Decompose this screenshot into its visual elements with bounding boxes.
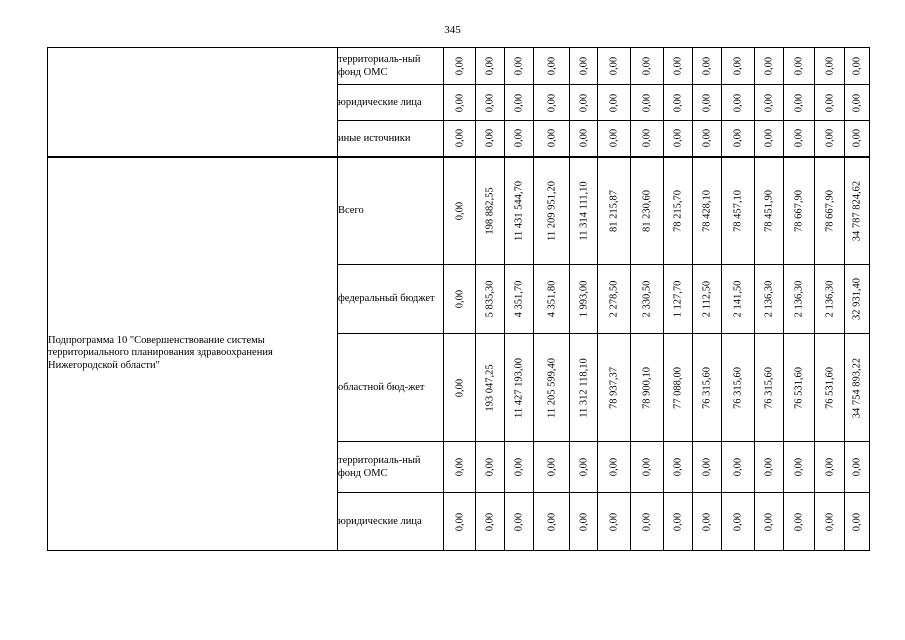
value-cell [664, 85, 693, 121]
value-cell [845, 442, 870, 493]
value-cell [784, 48, 815, 85]
value-cell [845, 121, 870, 157]
value-cell [570, 48, 598, 85]
value-cell [755, 265, 784, 334]
value-text: 0,00 [793, 512, 805, 531]
value-text: 76 531,60 [793, 366, 805, 409]
value-cell [570, 85, 598, 121]
budget-table [47, 47, 870, 551]
value-text: 32 931,40 [851, 278, 863, 320]
value-text: 76 315,60 [763, 366, 775, 409]
value-cell [534, 265, 570, 334]
value-text: 0,00 [546, 129, 557, 148]
value-text: 0,00 [454, 289, 465, 309]
value-cell [534, 442, 570, 493]
value-text: 0,00 [793, 129, 805, 148]
value-text: 0,00 [513, 512, 525, 531]
value-cell [693, 442, 722, 493]
value-text: 77 088,00 [672, 366, 684, 409]
value-cell [693, 121, 722, 157]
value-cell [664, 493, 693, 551]
value-text: 0,00 [641, 512, 653, 531]
value-text: 78 667,90 [793, 189, 805, 232]
value-cell [693, 48, 722, 85]
value-cell [444, 334, 476, 442]
value-text: 2 141,50 [732, 280, 744, 318]
funding-source-cell: областной бюд-жет [338, 334, 444, 442]
value-cell [631, 493, 664, 551]
value-text: 0,00 [454, 129, 465, 148]
value-text: 0,00 [763, 93, 775, 112]
value-cell [815, 85, 845, 121]
value-cell [444, 121, 476, 157]
value-cell [505, 442, 534, 493]
value-text: 34 754 893,22 [851, 357, 863, 418]
value-text: 0,00 [732, 512, 744, 531]
value-cell [505, 334, 534, 442]
value-cell [815, 157, 845, 265]
value-cell [784, 493, 815, 551]
value-cell [664, 121, 693, 157]
value-cell [570, 121, 598, 157]
value-text: 0,00 [454, 378, 465, 397]
value-text: 78 428,10 [701, 189, 713, 232]
value-cell [598, 157, 631, 265]
value-cell [722, 121, 755, 157]
program-name-cell: Подпрограмма 10 "Совершенствование системы территориального планирования здравоохранения Нижегородской области" [48, 157, 338, 551]
value-cell [815, 121, 845, 157]
value-cell [815, 334, 845, 442]
value-text: 198 882,55 [484, 187, 496, 235]
value-text: 0,00 [793, 457, 805, 477]
value-text: 81 230,60 [641, 189, 653, 232]
value-text: 0,00 [824, 512, 835, 531]
value-cell [476, 265, 505, 334]
value-text: 0,00 [484, 457, 496, 477]
value-cell [755, 442, 784, 493]
value-text: 2 136,30 [763, 280, 775, 318]
value-text: 11 205 599,40 [546, 357, 557, 418]
value-text: 0,00 [701, 512, 713, 531]
value-text: 0,00 [513, 93, 525, 112]
value-cell [664, 265, 693, 334]
value-cell [444, 48, 476, 85]
table-row [48, 48, 870, 85]
value-cell [784, 442, 815, 493]
value-text: 0,00 [763, 129, 775, 148]
value-text: 0,00 [608, 129, 620, 148]
value-text: 76 315,60 [701, 366, 713, 409]
value-cell [444, 157, 476, 265]
value-cell [722, 493, 755, 551]
value-cell [693, 334, 722, 442]
value-text: 0,00 [732, 129, 744, 148]
value-text: 0,00 [793, 93, 805, 112]
value-text: 0,00 [454, 457, 465, 477]
value-text: 5 835,30 [484, 280, 496, 318]
value-cell [722, 157, 755, 265]
value-cell [570, 157, 598, 265]
value-text: 0,00 [672, 56, 684, 76]
value-cell [631, 157, 664, 265]
value-text: 0,00 [824, 93, 835, 112]
table-body [48, 48, 870, 551]
value-text: 0,00 [641, 457, 653, 477]
value-cell [845, 157, 870, 265]
value-text: 0,00 [513, 129, 525, 148]
value-cell [755, 85, 784, 121]
value-text: 0,00 [824, 129, 835, 148]
value-text: 0,00 [484, 93, 496, 112]
value-cell [534, 48, 570, 85]
value-cell [534, 493, 570, 551]
value-cell [444, 493, 476, 551]
value-text: 0,00 [851, 93, 863, 112]
value-text: 0,00 [608, 56, 620, 76]
program-cell-empty [48, 48, 338, 157]
value-text: 78 937,37 [608, 366, 620, 409]
value-text: 0,00 [672, 129, 684, 148]
value-text: 0,00 [578, 512, 589, 531]
value-cell [598, 493, 631, 551]
funding-source-cell: Всего [338, 157, 444, 265]
value-text: 0,00 [513, 457, 525, 477]
value-text: 0,00 [851, 129, 863, 148]
value-text: 78 457,10 [732, 189, 744, 232]
value-cell [784, 334, 815, 442]
value-cell [722, 48, 755, 85]
value-cell [534, 121, 570, 157]
value-cell [598, 121, 631, 157]
value-text: 0,00 [851, 512, 863, 531]
value-text: 0,00 [484, 129, 496, 148]
value-cell [598, 265, 631, 334]
value-cell [784, 157, 815, 265]
value-text: 11 431 544,70 [513, 180, 525, 241]
value-cell [815, 265, 845, 334]
value-text: 0,00 [513, 56, 525, 76]
value-text: 78 667,90 [824, 189, 835, 232]
value-text: 0,00 [672, 457, 684, 477]
value-text: 0,00 [546, 512, 557, 531]
value-text: 0,00 [672, 93, 684, 112]
value-text: 11 209 951,20 [546, 180, 557, 241]
value-text: 0,00 [701, 457, 713, 477]
value-text: 78 215,70 [672, 189, 684, 232]
value-text: 0,00 [454, 201, 465, 220]
value-text: 0,00 [578, 93, 589, 112]
value-text: 0,00 [793, 56, 805, 76]
value-text: 0,00 [546, 56, 557, 76]
value-cell [476, 334, 505, 442]
value-text: 4 351,80 [546, 280, 557, 318]
value-cell [631, 48, 664, 85]
value-text: 2 136,30 [793, 280, 805, 318]
value-text: 0,00 [763, 457, 775, 477]
value-cell [631, 442, 664, 493]
value-cell [476, 157, 505, 265]
value-cell [755, 334, 784, 442]
value-cell [722, 334, 755, 442]
value-cell [444, 85, 476, 121]
value-cell [631, 121, 664, 157]
value-cell [784, 265, 815, 334]
value-text: 0,00 [578, 129, 589, 148]
value-cell [570, 442, 598, 493]
value-cell [693, 85, 722, 121]
value-text: 11 312 118,10 [578, 357, 589, 418]
value-cell [664, 48, 693, 85]
value-cell [722, 442, 755, 493]
value-cell [815, 442, 845, 493]
value-text: 0,00 [454, 512, 465, 531]
value-text: 0,00 [641, 56, 653, 76]
value-text: 0,00 [608, 512, 620, 531]
value-text: 193 047,25 [484, 363, 496, 412]
value-cell [845, 85, 870, 121]
value-cell [815, 493, 845, 551]
value-text: 4 351,70 [513, 280, 525, 318]
value-text: 0,00 [701, 129, 713, 148]
value-cell [476, 85, 505, 121]
value-cell [664, 334, 693, 442]
value-text: 2 112,50 [701, 280, 713, 318]
value-cell [755, 48, 784, 85]
value-text: 2 330,50 [641, 280, 653, 318]
value-cell [693, 157, 722, 265]
page-number: 345 [444, 24, 461, 36]
value-text: 0,00 [454, 93, 465, 112]
value-cell [631, 265, 664, 334]
value-cell [755, 157, 784, 265]
value-text: 0,00 [701, 93, 713, 112]
value-text: 78 451,90 [763, 189, 775, 232]
value-cell [505, 265, 534, 334]
value-cell [722, 85, 755, 121]
value-cell [598, 85, 631, 121]
value-text: 0,00 [578, 56, 589, 76]
value-cell [534, 334, 570, 442]
value-cell [570, 334, 598, 442]
value-text: 0,00 [578, 457, 589, 477]
value-text: 0,00 [851, 457, 863, 477]
value-cell [476, 121, 505, 157]
funding-source-cell: юридические лица [338, 493, 444, 551]
value-text: 0,00 [763, 56, 775, 76]
value-text: 0,00 [824, 56, 835, 76]
value-text: 0,00 [641, 129, 653, 148]
value-text: 0,00 [608, 93, 620, 112]
value-text: 0,00 [732, 457, 744, 477]
value-text: 0,00 [701, 56, 713, 76]
value-text: 0,00 [824, 457, 835, 477]
value-cell [755, 493, 784, 551]
value-cell [784, 121, 815, 157]
funding-source-cell: иные источники [338, 121, 444, 157]
value-text: 1 127,70 [672, 280, 684, 318]
value-cell [845, 493, 870, 551]
value-text: 0,00 [763, 512, 775, 531]
value-text: 0,00 [546, 93, 557, 112]
value-text: 78 900,10 [641, 366, 653, 409]
value-text: 11 427 193,00 [513, 357, 525, 418]
value-cell [631, 85, 664, 121]
value-cell [722, 265, 755, 334]
value-cell [845, 48, 870, 85]
funding-source-cell: территориаль-ный фонд ОМС [338, 48, 444, 85]
value-cell [598, 334, 631, 442]
value-cell [664, 157, 693, 265]
value-text: 34 787 824,62 [851, 180, 863, 241]
value-text: 81 215,87 [608, 189, 620, 232]
value-cell [505, 121, 534, 157]
value-cell [476, 48, 505, 85]
value-text: 0,00 [732, 56, 744, 76]
funding-source-cell: федеральный бюджет [338, 265, 444, 334]
value-cell [693, 493, 722, 551]
value-cell [815, 48, 845, 85]
value-text: 0,00 [672, 512, 684, 531]
value-text: 11 314 111,10 [578, 181, 589, 241]
value-cell [755, 121, 784, 157]
value-text: 0,00 [454, 56, 465, 76]
value-text: 0,00 [484, 56, 496, 76]
value-text: 1 993,00 [578, 280, 589, 318]
value-text: 2 136,30 [824, 280, 835, 318]
value-cell [570, 493, 598, 551]
funding-source-cell: территориаль-ный фонд ОМС [338, 442, 444, 493]
funding-source-cell: юридические лица [338, 85, 444, 121]
value-cell [845, 265, 870, 334]
value-text: 0,00 [546, 457, 557, 477]
value-cell [664, 442, 693, 493]
value-cell [444, 442, 476, 493]
value-cell [845, 334, 870, 442]
value-cell [784, 85, 815, 121]
value-text: 0,00 [641, 93, 653, 112]
value-text: 2 278,50 [608, 280, 620, 318]
value-cell [598, 442, 631, 493]
value-cell [505, 157, 534, 265]
table-row [48, 157, 870, 265]
value-cell [505, 48, 534, 85]
value-cell [598, 48, 631, 85]
value-cell [534, 157, 570, 265]
value-cell [505, 85, 534, 121]
value-cell [693, 265, 722, 334]
value-cell [534, 85, 570, 121]
value-text: 0,00 [851, 56, 863, 76]
value-text: 0,00 [484, 512, 496, 531]
value-text: 0,00 [608, 457, 620, 477]
value-cell [631, 334, 664, 442]
value-cell [505, 493, 534, 551]
value-cell [570, 265, 598, 334]
value-text: 76 531,60 [824, 366, 835, 409]
value-text: 76 315,60 [732, 366, 744, 409]
value-cell [476, 442, 505, 493]
value-text: 0,00 [732, 93, 744, 112]
value-cell [444, 265, 476, 334]
value-cell [476, 493, 505, 551]
